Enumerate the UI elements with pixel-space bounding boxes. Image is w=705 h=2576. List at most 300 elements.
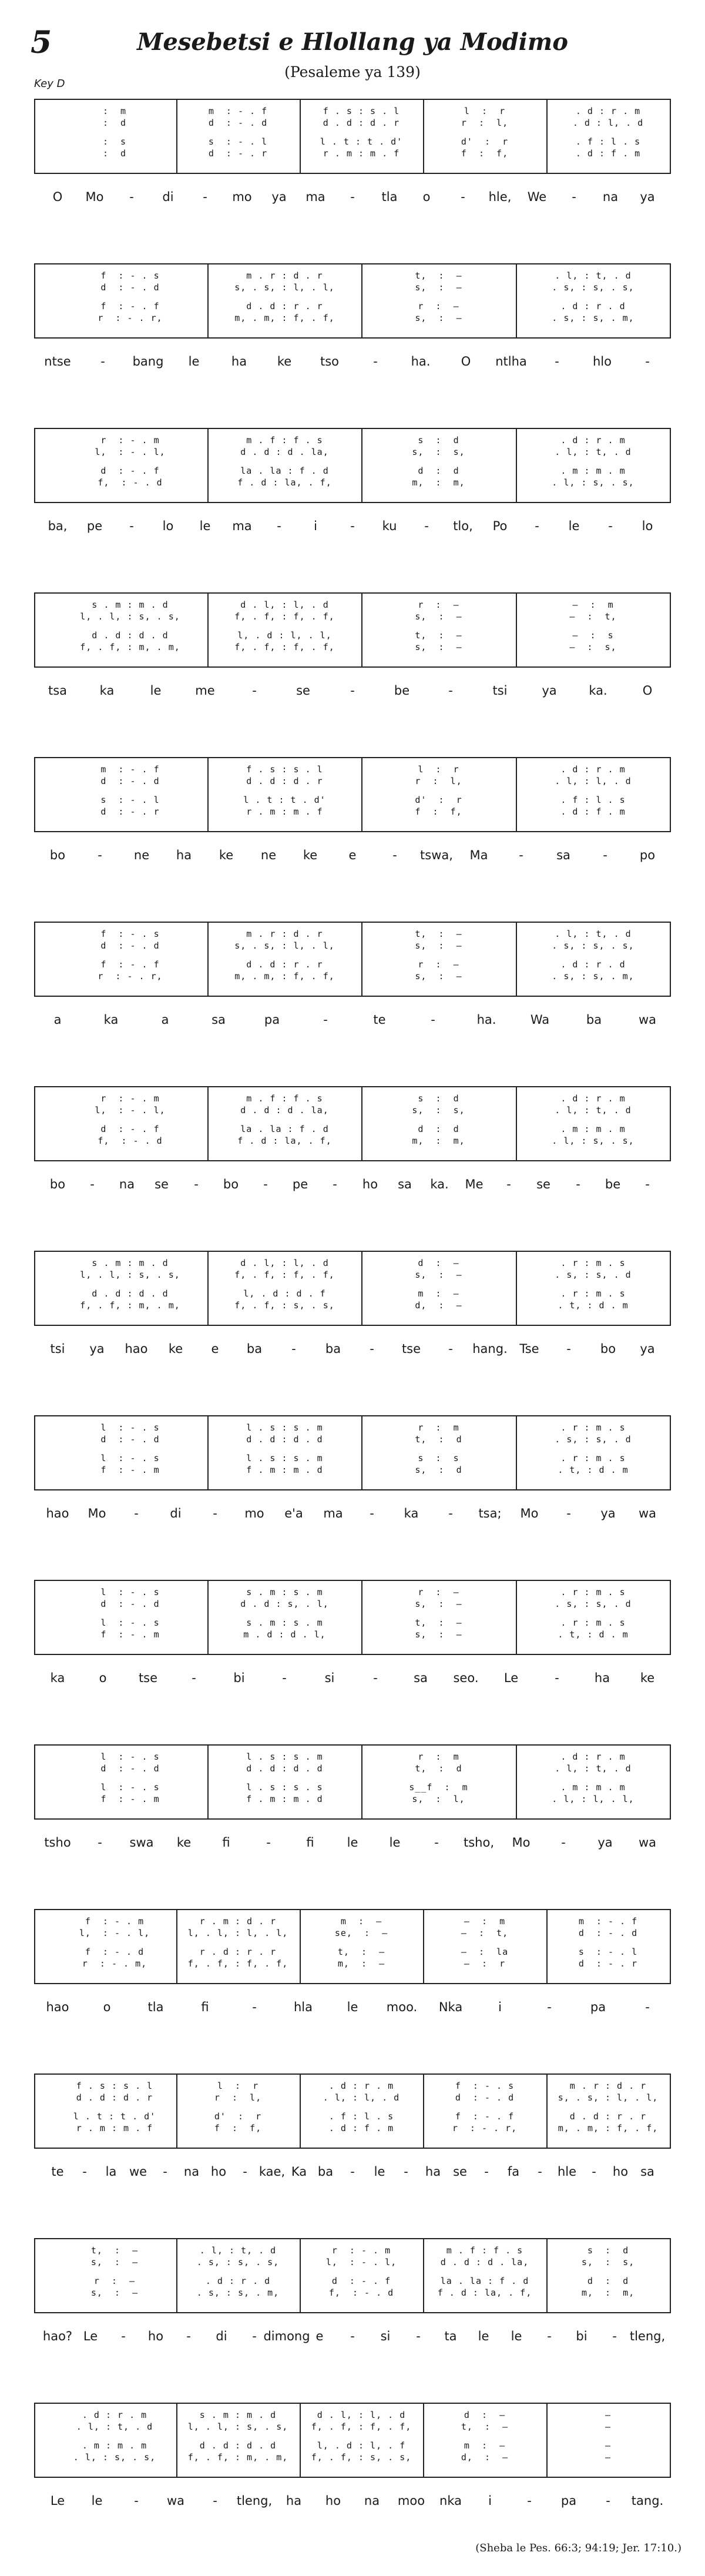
solfa-measure: . s, : s, . d (555, 1599, 632, 1609)
solfa-measure: s, . s, : l, . l, (558, 2092, 659, 2103)
solfa-measure: d . d : d . d (246, 1434, 323, 1445)
solfa-measure: : m (102, 106, 127, 116)
lyric-syllable: tsho, (463, 1835, 495, 1850)
lyric-syllable: a (53, 1013, 62, 1027)
solfa-measure: l . s : s . s (246, 1782, 323, 1793)
solfa-measure: f : - . f (100, 959, 160, 970)
lyric-syllable: si (380, 2329, 391, 2343)
voice-part (35, 1916, 670, 1927)
lyric-syllable: la (105, 2165, 117, 2179)
solfa-measure: r . d : r . r (199, 1947, 277, 1957)
voice-part (35, 2245, 670, 2256)
solfa-measure: s, : l, (412, 1794, 465, 1804)
lyric-syllable: tla (381, 190, 398, 204)
solfa-measure: . r : m . s (560, 1258, 626, 1268)
voice-part (35, 301, 670, 311)
syllable-hyphen: - (350, 2329, 355, 2343)
lyric-syllable: ya (89, 1342, 105, 1356)
lyric-syllable: ya (542, 684, 557, 698)
solfa-measure: s, : d (415, 1465, 462, 1475)
voice-part (35, 1782, 670, 1793)
lyric-syllable: le (150, 684, 162, 698)
lyric-syllable: fi (201, 2000, 209, 2014)
lyric-syllable: ka (99, 684, 115, 698)
solfa-measure: — (605, 2452, 612, 2463)
lyric-syllable: dimong (263, 2329, 310, 2343)
score-system (34, 1086, 671, 1215)
lyric-syllable: ma (232, 519, 252, 533)
solfa-measure: . l, : l, . l, (552, 1794, 634, 1804)
voice-part (35, 2081, 670, 2091)
syllable-hyphen: - (606, 2494, 610, 2508)
syllable-hyphen: - (434, 1835, 439, 1850)
score-system (34, 2073, 671, 2203)
solfa-measure: r : l, (214, 2092, 262, 2103)
solfa-measure: . r : m . s (560, 1422, 626, 1433)
solfa-measure: f, . f, : s, . s, (234, 1300, 335, 1311)
lyric-syllable: ya (600, 1506, 616, 1520)
solfa-measure: s__f : m (409, 1782, 468, 1793)
syllable-hyphen: - (263, 1177, 268, 1191)
solfa-measure: t, : — (461, 2421, 509, 2432)
solfa-measure: f . s : s . l (323, 106, 400, 116)
lyric-syllable: Wa (530, 1013, 550, 1027)
solfa-measure: . l, : s, . s, (73, 2452, 156, 2463)
score-system (34, 1251, 671, 1380)
solfa-measure: . l, : s, . s, (552, 1135, 634, 1146)
syllable-hyphen: - (519, 848, 523, 862)
solfa-measure: s, : — (415, 1599, 462, 1609)
solfa-measure: d, : — (461, 2452, 509, 2463)
solfa-measure: . d : r . m (560, 1093, 626, 1104)
lyric-syllable: be (605, 1177, 621, 1191)
solfa-measure: f : f, (461, 148, 509, 159)
lyric-syllable: ku (382, 519, 397, 533)
voice-part (35, 148, 670, 159)
lyric-syllable: ntlha (495, 354, 527, 369)
solfa-measure: . l, : t, . d (199, 2245, 277, 2256)
lyric-syllable: e (211, 1342, 219, 1356)
voice-part (35, 2111, 670, 2122)
staff-box (34, 1086, 671, 1161)
solfa-measure: d . d : d . la, (240, 447, 329, 457)
voice-part (35, 776, 670, 786)
solfa-measure: d . d : r . r (569, 2111, 647, 2122)
syllable-hyphen: - (282, 1671, 287, 1685)
solfa-measure: m : - . f (100, 764, 160, 775)
solfa-measure: f . d : la, . f, (437, 2287, 532, 2298)
solfa-measure: d : — (418, 1258, 459, 1268)
lyric-syllable: i (488, 2494, 492, 2508)
solfa-measure: . s, : s, . d (555, 1434, 632, 1445)
solfa-measure: . r : m . s (560, 1288, 626, 1299)
solfa-measure: r : m (418, 1751, 459, 1762)
voice-part (35, 971, 670, 982)
solfa-measure: . f : l . s (328, 2111, 394, 2122)
solfa-measure: s, : — (90, 2287, 139, 2298)
staff-box (34, 428, 671, 503)
solfa-measure: d . l, : l, . d (317, 2410, 406, 2420)
lyric-syllable: Le (50, 2494, 65, 2508)
solfa-measure: f, . f, : m, . m, (80, 1300, 180, 1311)
lyric-syllable: te (373, 1013, 386, 1027)
lyric-syllable: bo (49, 848, 66, 862)
lyric-line (34, 353, 671, 371)
solfa-measure: la . la : f . d (240, 1124, 329, 1134)
lyric-syllable: sa (556, 848, 570, 862)
syllable-hyphen: - (121, 2329, 126, 2343)
solfa-measure: . d : l, . d (572, 118, 644, 128)
lyric-syllable: bang (132, 354, 164, 369)
solfa-measure: la . la : f . d (240, 465, 329, 476)
solfa-measure: . s, : s, . d (555, 1269, 632, 1280)
syllable-hyphen: - (252, 684, 257, 698)
lyric-syllable: na (183, 2165, 200, 2179)
lyric-syllable: ka (404, 1506, 419, 1520)
solfa-measure: . s, : s, . m, (196, 2287, 280, 2298)
solfa-measure: d . d : d . la, (440, 2257, 529, 2267)
lyric-syllable: ho (612, 2165, 629, 2179)
solfa-measure: d . d : d . r (246, 776, 323, 786)
syllable-hyphen: - (350, 519, 355, 533)
voice-part (35, 1434, 670, 1445)
staff-box (34, 1580, 671, 1655)
lyric-syllable: hle, (488, 190, 512, 204)
voice-part (35, 1422, 670, 1433)
solfa-measure: f, . f, : f, . f, (234, 1269, 335, 1280)
lyric-syllable: Mo (85, 190, 104, 204)
solfa-measure: m . r : d . r (246, 929, 323, 939)
solfa-measure: . d : r . m (82, 2410, 147, 2420)
lyric-syllable: tleng, (236, 2494, 273, 2508)
lyric-syllable: e'a (284, 1506, 303, 1520)
voice-part (35, 1135, 670, 1146)
lyric-syllable: le (568, 519, 580, 533)
lyric-syllable: se (155, 1177, 169, 1191)
lyric-syllable: be (394, 684, 410, 698)
lyric-syllable: ho (362, 1177, 378, 1191)
solfa-measure: f . s : s . l (76, 2081, 153, 2091)
lyric-syllable: sa (640, 2165, 654, 2179)
score-system (34, 1580, 671, 1709)
solfa-measure: m . r : d . r (569, 2081, 647, 2091)
solfa-measure: d . d : d . d (199, 2440, 277, 2451)
lyric-syllable: ka (103, 1013, 119, 1027)
staff-box (34, 263, 671, 339)
solfa-measure: s, : — (415, 282, 462, 293)
lyric-line (34, 2163, 671, 2182)
syllable-hyphen: - (98, 848, 102, 862)
solfa-measure: f, . f, : f, . f, (187, 1958, 288, 1969)
solfa-measure: l : - . s (100, 1782, 160, 1793)
syllable-hyphen: - (350, 2165, 355, 2179)
lyric-line (34, 1998, 671, 2017)
voice-part (35, 2452, 670, 2463)
lyric-syllable: tsho (44, 1835, 71, 1850)
solfa-measure: d : d (587, 2276, 629, 2286)
lyric-syllable: moo (397, 2494, 425, 2508)
solfa-measure: d . d : d . d (246, 1763, 323, 1774)
lyric-syllable: o (103, 2000, 111, 2014)
solfa-measure: s . m : m . d (199, 2410, 277, 2420)
solfa-measure: . s, : s, . m, (552, 313, 634, 323)
lyric-syllable: ba, (48, 519, 68, 533)
solfa-measure: . l, : t, . d (555, 447, 632, 457)
solfa-measure: m : — (464, 2440, 506, 2451)
solfa-measure: s : d (418, 435, 459, 445)
score-system (34, 592, 671, 722)
lyric-syllable: na (364, 2494, 380, 2508)
solfa-measure: t, : — (415, 1617, 462, 1628)
solfa-measure: . l, : t, . d (555, 929, 632, 939)
lyric-syllable: lo (642, 519, 653, 533)
solfa-measure: d : - . d (100, 1434, 160, 1445)
lyric-syllable: ke (176, 1835, 192, 1850)
lyric-syllable: ke (277, 354, 292, 369)
lyric-line (34, 1669, 671, 1688)
syllable-hyphen: - (333, 1177, 337, 1191)
lyric-syllable: wa (638, 1506, 657, 1520)
voice-part (35, 1947, 670, 1957)
solfa-measure: f, . f, : f, . f, (234, 642, 335, 652)
solfa-measure: m . f : f . s (446, 2245, 523, 2256)
lyric-syllable: ba (317, 2165, 334, 2179)
solfa-measure: m : - . f (208, 106, 268, 116)
lyric-syllable: tleng, (629, 2329, 666, 2343)
lyric-line (34, 682, 671, 701)
syllable-hyphen: - (98, 1835, 102, 1850)
syllable-hyphen: - (572, 190, 576, 204)
lyric-syllable: Ma (469, 848, 488, 862)
solfa-measure: . m : m . m (82, 2440, 147, 2451)
solfa-measure: l, . d : d . f (243, 1288, 326, 1299)
lyric-syllable: Le (83, 2329, 98, 2343)
syllable-hyphen: - (100, 354, 105, 369)
hymn-header (0, 0, 705, 88)
syllable-hyphen: - (431, 1013, 435, 1027)
lyric-syllable: tse (401, 1342, 421, 1356)
syllable-hyphen: - (392, 848, 397, 862)
syllable-hyphen: - (645, 354, 650, 369)
solfa-measure: l : r (217, 2081, 259, 2091)
solfa-measure: l . s : s . m (246, 1751, 323, 1762)
syllable-hyphen: - (448, 684, 453, 698)
voice-part (35, 1124, 670, 1134)
lyric-syllable: di (162, 190, 174, 204)
lyric-syllable: se (536, 1177, 550, 1191)
syllable-hyphen: - (535, 519, 539, 533)
lyric-syllable: tse (138, 1671, 158, 1685)
solfa-measure: d : - . r (100, 806, 160, 817)
lyric-syllable: ke (219, 848, 234, 862)
solfa-measure: d : - . d (100, 1599, 160, 1609)
score-system (34, 2238, 671, 2367)
solfa-measure: — (605, 2440, 612, 2451)
solfa-measure: r : - . r, (98, 313, 163, 323)
solfa-measure: f : f, (415, 806, 462, 817)
solfa-measure: l . t : t . d' (320, 136, 403, 147)
lyric-syllable: bi (576, 2329, 588, 2343)
solfa-measure: d . l, : l, . d (240, 599, 329, 610)
lyric-syllable: O (461, 354, 471, 369)
lyric-syllable: ha (231, 354, 247, 369)
solfa-measure: s, : — (415, 971, 462, 982)
solfa-measure: d . d : d . r (323, 118, 400, 128)
lyric-syllable: Nka (438, 2000, 463, 2014)
solfa-measure: d . d : d . d (92, 630, 169, 641)
solfa-measure: s . m : s . m (246, 1617, 323, 1628)
lyric-line (34, 517, 671, 536)
solfa-measure: d . d : s, . l, (240, 1599, 329, 1609)
solfa-measure: r . m : m . f (246, 806, 323, 817)
syllable-hyphen: - (547, 2000, 552, 2014)
solfa-measure: s : d (587, 2245, 629, 2256)
lyric-syllable: O (642, 684, 653, 698)
syllable-hyphen: - (506, 1177, 511, 1191)
solfa-measure: s : d (418, 1093, 459, 1104)
solfa-measure: m . f : f . s (246, 435, 323, 445)
voice-part (35, 1105, 670, 1116)
syllable-hyphen: - (484, 2165, 489, 2179)
voice-part (35, 2421, 670, 2432)
solfa-measure: : d (102, 118, 127, 128)
solfa-measure: d : - . r (208, 148, 268, 159)
solfa-measure: — (605, 2410, 612, 2420)
score-system (34, 1415, 671, 1545)
lyric-syllable: ha. (411, 354, 431, 369)
solfa-measure: s : s (418, 1453, 459, 1463)
lyric-syllable: i (314, 519, 317, 533)
lyric-syllable: ke (640, 1671, 655, 1685)
lyric-syllable: pa (264, 1013, 280, 1027)
solfa-measure: — : t, (569, 611, 617, 622)
solfa-measure: f, . f, : m, . m, (80, 642, 180, 652)
voice-part (35, 106, 670, 116)
solfa-measure: . r : m . s (560, 1587, 626, 1597)
solfa-measure: l, . d : l, . f (317, 2440, 406, 2451)
syllable-hyphen: - (370, 1342, 374, 1356)
lyric-syllable: ba (325, 1342, 341, 1356)
solfa-measure: : s (102, 136, 127, 147)
solfa-measure: . l, : l, . d (323, 2092, 400, 2103)
lyric-syllable: ya (640, 1342, 655, 1356)
syllable-hyphen: - (561, 1835, 566, 1850)
syllable-hyphen: - (252, 2329, 257, 2343)
solfa-measure: s : - . l (208, 136, 268, 147)
lyric-syllable: ne (133, 848, 150, 862)
solfa-measure: s, . s, : l, . l, (234, 940, 335, 951)
voice-part (35, 929, 670, 939)
solfa-measure: l : r (464, 106, 506, 116)
solfa-measure: s, : — (415, 642, 462, 652)
lyric-line (34, 2327, 671, 2346)
solfa-measure: r . m : m . f (323, 148, 400, 159)
syllable-hyphen: - (404, 2165, 408, 2179)
solfa-measure: . d : f . m (560, 806, 626, 817)
syllable-hyphen: - (373, 354, 378, 369)
solfa-measure: m, : m, (581, 2287, 635, 2298)
solfa-measure: r : — (418, 959, 459, 970)
solfa-measure: t, : d (415, 1434, 462, 1445)
lyric-syllable: hla (293, 2000, 313, 2014)
lyric-syllable: tsa (48, 684, 68, 698)
syllable-hyphen: - (82, 2165, 87, 2179)
syllable-hyphen: - (323, 1013, 328, 1027)
solfa-measure: d : - . f (100, 465, 160, 476)
staff-box (34, 757, 671, 832)
solfa-measure: f . d : la, . f, (237, 477, 332, 488)
lyric-syllable: na (119, 1177, 135, 1191)
solfa-measure: f . m : m . d (246, 1465, 323, 1475)
solfa-measure: t, : — (415, 270, 462, 281)
syllable-hyphen: - (576, 1177, 580, 1191)
voice-part (35, 2410, 670, 2420)
solfa-measure: r : - . m, (82, 1958, 147, 1969)
solfa-measure: l, : - . l, (95, 1105, 166, 1116)
solfa-measure: : d (102, 148, 127, 159)
syllable-hyphen: - (129, 190, 134, 204)
lyric-line (34, 846, 671, 865)
hymn-subtitle: (Pesaleme ya 139) (284, 63, 421, 81)
solfa-measure: d : - . d (100, 776, 160, 786)
syllable-hyphen: - (243, 2165, 247, 2179)
syllable-hyphen: - (129, 519, 134, 533)
lyric-line (34, 1505, 671, 1523)
solfa-measure: se, : — (334, 1928, 388, 1938)
lyric-syllable: le (91, 2494, 103, 2508)
solfa-measure: d . d : d . r (76, 2092, 153, 2103)
solfa-measure: f : - . d (85, 1947, 145, 1957)
solfa-measure: l . s : s . m (246, 1453, 323, 1463)
solfa-measure: f : - . m (100, 1465, 160, 1475)
voice-part (35, 2276, 670, 2286)
solfa-measure: l : - . s (100, 1587, 160, 1597)
syllable-hyphen: - (608, 519, 613, 533)
lyric-syllable: ba (586, 1013, 602, 1027)
lyric-syllable: tso (320, 354, 340, 369)
score-system (34, 757, 671, 886)
voice-part (35, 2092, 670, 2103)
voice-part (35, 2440, 670, 2451)
solfa-measure: d : - . d (100, 1763, 160, 1774)
lyric-syllable: tsi (492, 684, 508, 698)
lyric-syllable: Mo (512, 1835, 531, 1850)
solfa-measure: f, : - . d (98, 1135, 163, 1146)
voice-part (35, 1465, 670, 1475)
solfa-measure: f : - . m (100, 1794, 160, 1804)
lyric-syllable: ba (246, 1342, 263, 1356)
lyric-syllable: na (602, 190, 619, 204)
lyric-syllable: ka. (430, 1177, 449, 1191)
syllable-hyphen: - (592, 2165, 596, 2179)
solfa-measure: m : — (418, 1288, 459, 1299)
solfa-measure: . d : f . m (328, 2123, 394, 2133)
syllable-hyphen: - (461, 190, 465, 204)
solfa-measure: r . m : m . f (76, 2123, 153, 2133)
lyric-line (34, 1011, 671, 1030)
lyric-syllable: Mo (520, 1506, 539, 1520)
solfa-measure: — : r (464, 1958, 506, 1969)
solfa-measure: f, . f, : f, . f, (311, 2421, 412, 2432)
lyric-syllable: tsi (50, 1342, 65, 1356)
solfa-measure: . f : l . s (560, 795, 626, 805)
lyric-syllable: le (478, 2329, 489, 2343)
syllable-hyphen: - (192, 1671, 196, 1685)
solfa-measure: s : - . l (100, 795, 160, 805)
solfa-measure: r . m : d . r (199, 1916, 277, 1927)
solfa-measure: r : - . m (331, 2245, 391, 2256)
staff-box (34, 2073, 671, 2149)
